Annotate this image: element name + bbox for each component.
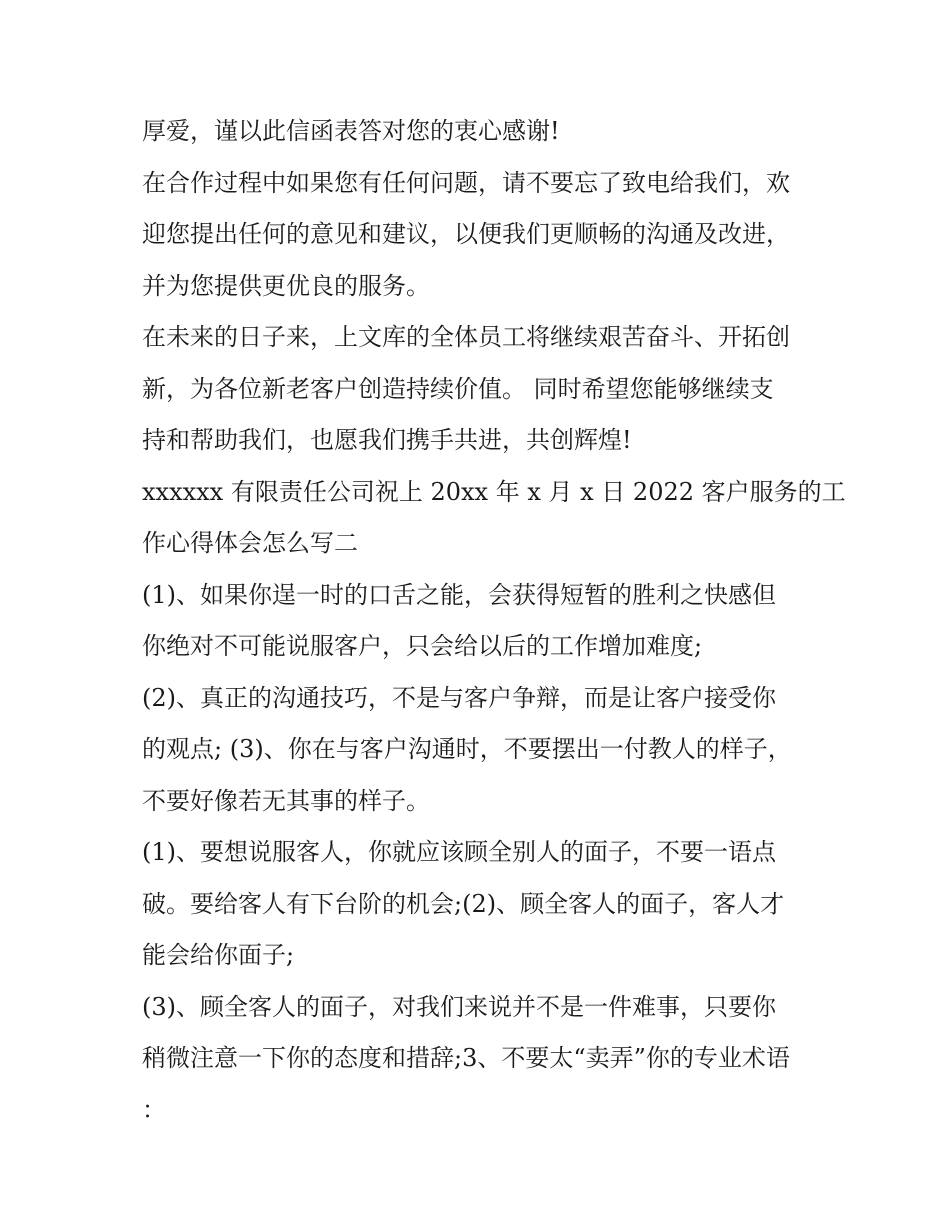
text-line: 厚爱，谨以此信函表答对您的衷心感谢!: [142, 117, 560, 145]
text-line: 能会给你面子;: [142, 941, 295, 969]
text-line: 的观点; (3)、你在与客户沟通时，不要摆出一付教人的样子，: [142, 735, 792, 763]
text-line: 持和帮助我们，也愿我们携手共进，共创辉煌!: [142, 426, 632, 454]
text-line: 新，为各位新老客户创造持续价值。 同时希望您能够继续支: [142, 374, 774, 403]
text-line: ：: [142, 1095, 166, 1124]
text-line: 破。要给客人有下台阶的机会;(2)、顾全客人的面子，客人才: [142, 889, 785, 918]
text-line: 稍微注意一下你的态度和措辞;3、不要太“卖弄”你的专业术语: [142, 1044, 790, 1072]
text-line: 作心得体会怎么写二: [142, 529, 358, 557]
text-line: 你绝对不可能说服客户，只会给以后的工作增加难度;: [142, 632, 703, 660]
text-line: (1)、如果你逞一时的口舌之能，会获得短暂的胜利之快感但: [142, 580, 776, 609]
text-line: xxxxxx 有限责任公司祝上 20xx 年 x 月 x 日 2022 客户服务的工: [142, 477, 846, 506]
text-line: 并为您提供更优良的服务。: [142, 271, 430, 300]
text-line: (2)、真正的沟通技巧，不是与客户争辩，而是让客户接受你: [142, 683, 776, 712]
text-line: 在合作过程中如果您有任何问题，请不要忘了致电给我们，欢: [142, 168, 790, 197]
body-text: [142, 106, 846, 1136]
text-line: (1)、要想说服客人，你就应该顾全别人的面子，不要一语点: [142, 838, 776, 866]
text-line: 不要好像若无其事的样子。: [142, 786, 430, 815]
text-line: 在未来的日子来，上文库的全体员工将继续艰苦奋斗、开拓创: [142, 323, 790, 351]
text-line: 迎您提出任何的意见和建议，以便我们更顺畅的沟通及改进，: [142, 220, 790, 248]
text-line: (3)、顾全客人的面子，对我们来说并不是一件难事，只要你: [142, 992, 776, 1021]
